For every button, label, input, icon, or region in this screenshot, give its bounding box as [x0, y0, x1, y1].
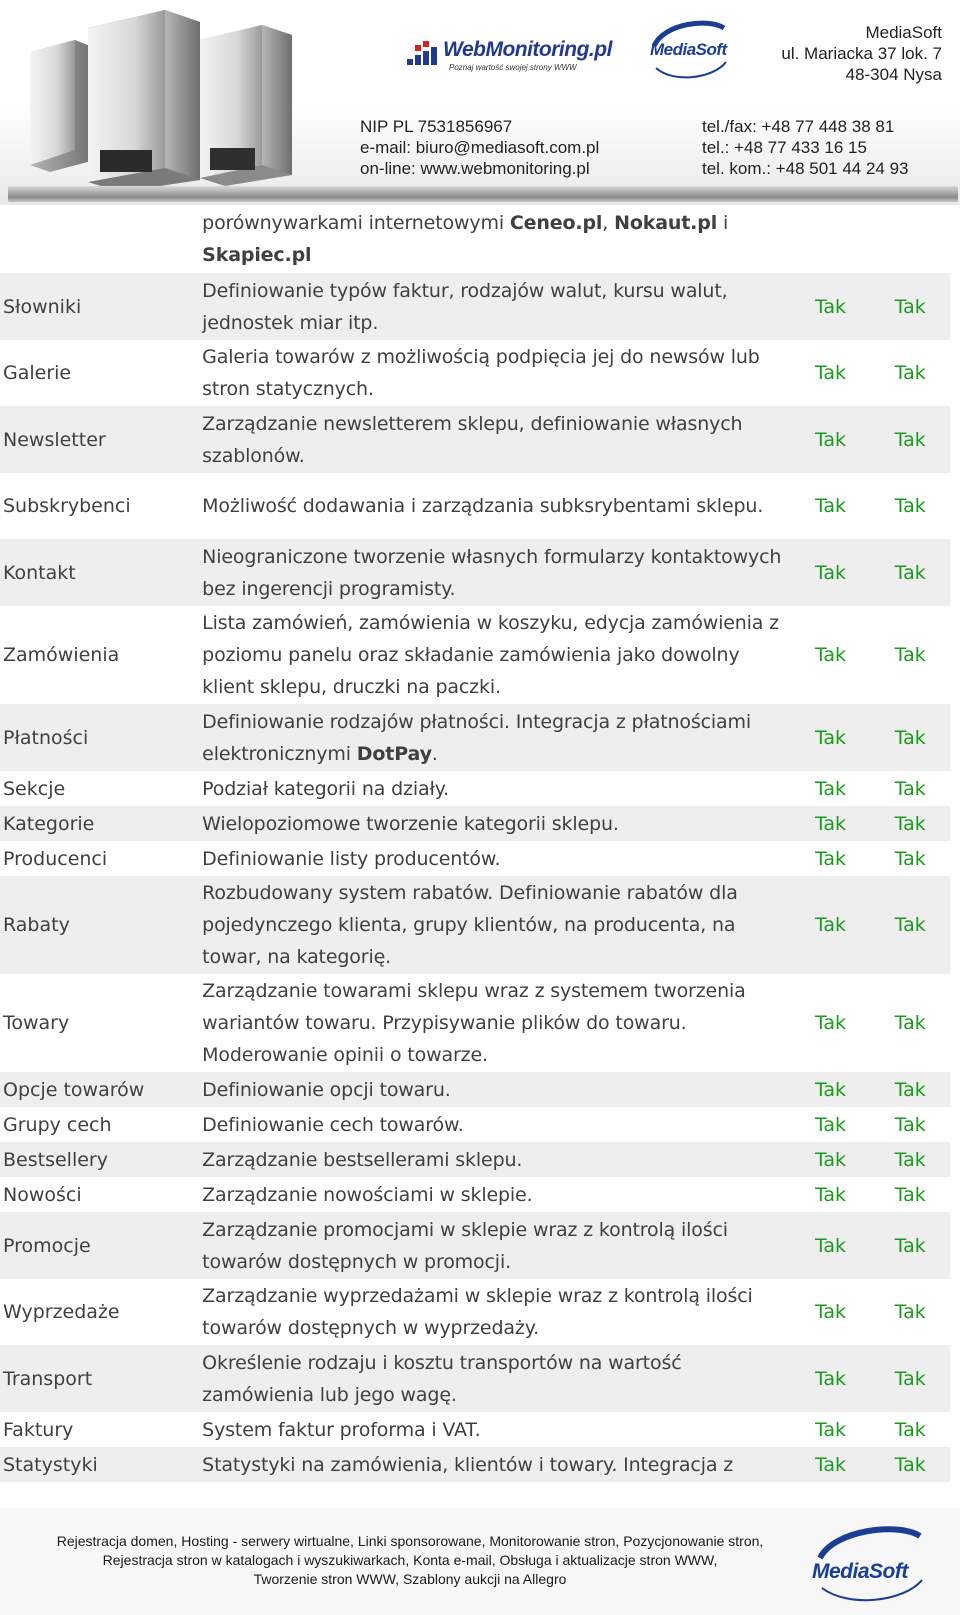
feature-description: Zarządzanie nowościami w sklepie.	[202, 1183, 533, 1206]
tak-value: Tak	[814, 726, 847, 749]
footer-services	[20, 1532, 800, 1589]
tak-value: Tak	[814, 1301, 847, 1323]
feature-description: Rozbudowany system rabatów. Definiowanie rabatów dla pojedynczego klienta, grupy klientów, na producenta, na towar, na kategorię.	[202, 882, 738, 968]
feature-description	[199, 706, 787, 770]
tak-value: Tak	[894, 914, 926, 936]
tak-value: Tak	[814, 1453, 847, 1476]
tak-value: Tak	[894, 428, 926, 451]
feature-name: Nowości	[3, 1183, 82, 1206]
table-row	[0, 406, 950, 473]
server-towers-image	[0, 0, 360, 200]
feature-description: Zarządzanie bestsellerami sklepu.	[202, 1148, 523, 1171]
table-row	[0, 841, 950, 876]
feature-name: Towary	[3, 1012, 70, 1034]
tak-value: Tak	[814, 428, 847, 451]
feature-description: Podział kategorii na działy.	[202, 777, 449, 800]
footer-line: Rejestracja stron w katalogach i wyszukiwarkach, Konta e-mail, Obsługa i aktualizacje stron WWW,	[102, 1552, 718, 1568]
feature-name: Wyprzedaże	[3, 1301, 120, 1323]
tak-value: Tak	[894, 777, 926, 800]
tak-value: Tak	[814, 561, 847, 584]
nokaut-link: Nokaut.pl	[614, 212, 718, 234]
feature-description: Statystyki na zamówienia, klientów i towary. Integracja z	[202, 1453, 734, 1476]
footer-line: Rejestracja domen, Hosting - serwery wirtualne, Linki sponsorowane, Monitorowanie stron, Pozycjonowanie stron,	[56, 1533, 764, 1549]
table-row	[0, 1345, 950, 1412]
company-address	[781, 22, 942, 85]
tak-value: Tak	[894, 1078, 926, 1101]
footer-line: Tworzenie stron WWW, Szablony aukcji na Allegro	[253, 1571, 567, 1587]
table-row	[0, 974, 950, 1072]
feature-description: Zarządzanie towarami sklepu wraz z systemem tworzenia wariantów towaru. Przypisywanie plików do towaru. Moderowanie opinii o towarze.	[202, 980, 746, 1066]
tak-value: Tak	[814, 495, 847, 517]
table-row	[0, 340, 950, 406]
online-url: on-line: www.webmonitoring.pl	[360, 159, 590, 178]
feature-description: Zarządzanie newsletterem sklepu, definiowanie własnych szablonów.	[202, 412, 743, 467]
feature-name: Słowniki	[3, 295, 82, 318]
mediasoft-logo-text: MediaSoft	[650, 40, 727, 59]
table-row	[0, 1212, 950, 1279]
feature-description: Możliwość dodawania i zarządzania subksrybentami sklepu.	[202, 495, 764, 517]
tak-value: Tak	[814, 1418, 847, 1441]
table-row	[0, 1412, 950, 1447]
tak-value: Tak	[894, 1183, 926, 1206]
feature-name: Faktury	[3, 1418, 74, 1441]
letterhead-banner	[0, 0, 960, 205]
table-row	[0, 876, 950, 974]
feature-description: Definiowanie cech towarów.	[202, 1113, 464, 1136]
feature-name: Newsletter	[3, 428, 106, 451]
tak-value: Tak	[894, 847, 926, 870]
tak-value: Tak	[894, 1367, 926, 1390]
feature-name: Kontakt	[3, 561, 76, 584]
tak-value: Tak	[814, 1234, 847, 1257]
feature-name: Promocje	[3, 1234, 91, 1257]
feature-description: Galeria towarów z możliwością podpięcia jej do newsów lub stron statycznych.	[202, 346, 760, 400]
address-city: 48-304 Nysa	[845, 65, 942, 84]
tak-value: Tak	[894, 644, 926, 666]
tak-value: Tak	[894, 1148, 926, 1171]
skapiec-link: Skapiec.pl	[202, 244, 312, 266]
phone-mobile: tel. kom.: +48 501 44 24 93	[702, 159, 909, 178]
feature-description: Definiowanie listy producentów.	[202, 847, 501, 870]
feature-description: Definiowanie opcji towaru.	[202, 1078, 451, 1101]
tak-value: Tak	[814, 1113, 847, 1136]
webmonitoring-tagline: Poznaj wartość swojej strony WWW	[449, 63, 577, 72]
tak-value: Tak	[814, 1367, 847, 1390]
tak-value: Tak	[894, 561, 926, 584]
table-row	[0, 539, 950, 606]
table-row	[0, 704, 950, 771]
feature-name: Sekcje	[3, 777, 66, 800]
phone-fax: tel./fax: +48 77 448 38 81	[702, 117, 895, 136]
feature-description: Zarządzanie promocjami w sklepie wraz z kontrolą ilości towarów dostępnych w promocji.	[202, 1218, 728, 1273]
feature-name: Płatności	[3, 726, 89, 749]
feature-description: Definiowanie typów faktur, rodzajów walut, kursu walut, jednostek miar itp.	[202, 279, 728, 334]
table-row	[0, 1107, 950, 1142]
tak-value: Tak	[814, 295, 847, 318]
webmonitoring-title: WebMonitoring.pl	[443, 38, 612, 61]
tak-value: Tak	[894, 1113, 926, 1136]
desc-text: .	[431, 742, 438, 765]
feature-name: Rabaty	[3, 914, 70, 936]
feature-description: Nieograniczone tworzenie własnych formularzy kontaktowych bez ingerencji programisty.	[202, 545, 782, 600]
feature-name: Transport	[3, 1367, 93, 1390]
ceneo-link: Ceneo.pl	[509, 212, 603, 234]
dotpay-link: DotPay	[356, 742, 432, 765]
table-row	[0, 473, 950, 539]
tak-value: Tak	[814, 362, 847, 384]
table-row	[0, 1279, 950, 1345]
tak-value: Tak	[894, 1234, 926, 1257]
tak-value: Tak	[894, 295, 926, 318]
desc-text: Definiowanie rodzajów płatności. Integracja z płatnościami elektronicznymi	[202, 710, 752, 765]
webmonitoring-bars-icon	[405, 41, 445, 71]
table-row	[0, 1447, 950, 1482]
tak-value: Tak	[894, 1418, 926, 1441]
table-row	[0, 273, 950, 340]
feature-name: Bestsellery	[3, 1148, 108, 1171]
tak-value: Tak	[894, 362, 926, 384]
table-row	[0, 806, 950, 841]
tak-value: Tak	[814, 644, 847, 666]
tak-value: Tak	[894, 1453, 926, 1476]
table-row-continued	[0, 207, 950, 273]
mediasoft-logo	[644, 18, 734, 88]
tak-value: Tak	[894, 1301, 926, 1323]
tak-value: Tak	[894, 726, 926, 749]
feature-name: Galerie	[3, 362, 72, 384]
email-address: e-mail: biuro@mediasoft.com.pl	[360, 138, 600, 157]
feature-name: Kategorie	[3, 812, 95, 835]
table-row	[0, 606, 950, 704]
feature-description: Wielopoziomowe tworzenie kategorii sklepu.	[202, 812, 619, 835]
feature-description: Lista zamówień, zamówienia w koszyku, edycja zamówienia z poziomu panelu oraz składanie zamówienia jako dowolny klient sklepu, druczki na paczki.	[202, 612, 779, 698]
desc-text: ,	[602, 212, 615, 234]
tak-value: Tak	[814, 1012, 847, 1034]
tak-value: Tak	[814, 914, 847, 936]
feature-name: Statystyki	[3, 1453, 98, 1476]
features-table	[0, 207, 950, 1482]
table-row	[0, 771, 950, 806]
table-row	[0, 1142, 950, 1177]
feature-name: Subskrybenci	[3, 495, 131, 517]
desc-text: porównywarkami internetowymi	[202, 212, 510, 234]
desc-text: i	[717, 212, 729, 234]
address-street: ul. Mariacka 37 lok. 7	[781, 44, 942, 63]
feature-name: Opcje towarów	[3, 1078, 145, 1101]
footer-mediasoft-logo	[808, 1524, 938, 1610]
footer-logo-text: MediaSoft	[812, 1560, 908, 1583]
tak-value: Tak	[814, 847, 847, 870]
tak-value: Tak	[814, 1183, 847, 1206]
feature-description: Zarządzanie wyprzedażami w sklepie wraz z kontrolą ilości towarów dostępnych w wyprzedaży.	[202, 1285, 753, 1339]
tak-value: Tak	[814, 777, 847, 800]
tak-value: Tak	[814, 1078, 847, 1101]
phone: tel.: +48 77 433 16 15	[702, 138, 867, 157]
tak-value: Tak	[814, 1148, 847, 1171]
banner-base-bar	[8, 186, 958, 202]
table-row	[0, 1072, 950, 1107]
footer-banner	[0, 1508, 960, 1615]
feature-name: Grupy cech	[3, 1113, 112, 1136]
contact-info-right	[702, 116, 909, 179]
nip-number: NIP PL 7531856967	[360, 117, 513, 136]
table-row	[0, 1177, 950, 1212]
tak-value: Tak	[894, 495, 926, 517]
webmonitoring-logo	[405, 35, 655, 75]
tak-value: Tak	[814, 812, 847, 835]
tak-value: Tak	[894, 812, 926, 835]
feature-description	[199, 207, 787, 271]
feature-name: Zamówienia	[3, 644, 120, 666]
feature-name: Producenci	[3, 847, 108, 870]
tak-value: Tak	[894, 1012, 926, 1034]
feature-description: System faktur proforma i VAT.	[202, 1418, 481, 1441]
company-name: MediaSoft	[865, 23, 942, 42]
contact-info-left	[360, 116, 599, 179]
feature-description: Określenie rodzaju i kosztu transportów na wartość zamówienia lub jego wagę.	[202, 1351, 682, 1406]
